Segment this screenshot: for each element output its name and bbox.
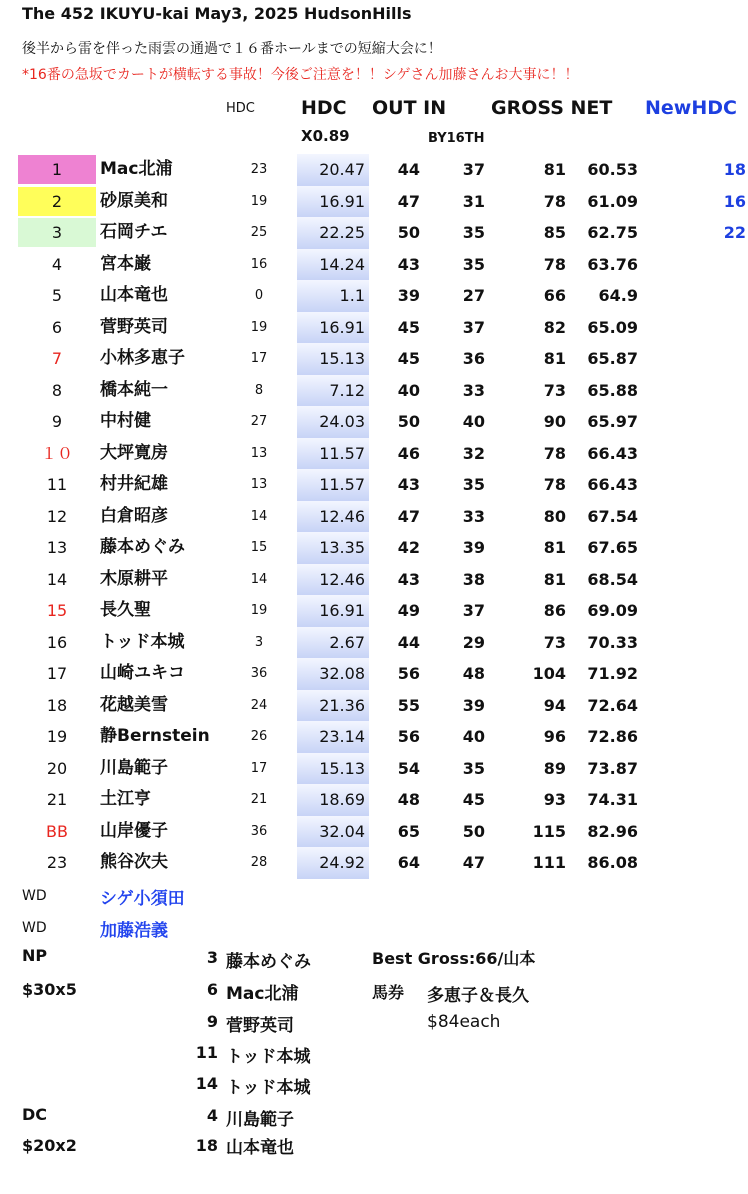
new-hdc-cell: 22 bbox=[723, 223, 746, 242]
out-score-cell: 40 bbox=[397, 380, 420, 400]
hdc-cell: 17 bbox=[250, 760, 268, 776]
header-gross-net: GROSS NET bbox=[491, 97, 613, 119]
new-hdc-cell bbox=[700, 532, 746, 564]
gross-score-cell: 111 bbox=[532, 853, 566, 872]
net-score-cell: 72.64 bbox=[587, 695, 638, 715]
new-hdc-cell bbox=[700, 438, 746, 470]
out-score-cell: 50 bbox=[397, 412, 420, 431]
player-name: 土江亨 bbox=[100, 789, 151, 809]
adjusted-hdc-cell: 23.14 bbox=[297, 721, 369, 753]
player-name: トッド本城 bbox=[100, 631, 185, 652]
dc-hole: 18 bbox=[195, 1136, 218, 1155]
net-score-cell: 67.54 bbox=[587, 506, 638, 526]
out-score-cell: 45 bbox=[397, 317, 420, 337]
dc-winner: 山本竜也 bbox=[226, 1138, 294, 1158]
new-hdc-cell bbox=[700, 564, 746, 596]
header-hdc-small: HDC bbox=[226, 101, 255, 116]
baken-label: 馬券 bbox=[372, 983, 405, 1002]
rank-cell: 11 bbox=[46, 475, 68, 494]
player-name: Mac北浦 bbox=[100, 159, 173, 179]
out-score-cell: 47 bbox=[397, 191, 420, 211]
np-winner: 藤本めぐみ bbox=[226, 952, 311, 972]
player-name: 大坪寛房 bbox=[100, 442, 168, 463]
wd-label: WD bbox=[22, 920, 47, 936]
out-score-cell: 56 bbox=[397, 664, 420, 683]
table-row bbox=[0, 249, 748, 281]
hdc-cell: 21 bbox=[250, 792, 268, 807]
hdc-cell: 14 bbox=[250, 508, 268, 524]
rank-cell: 6 bbox=[51, 317, 63, 337]
new-hdc-cell bbox=[700, 501, 746, 533]
out-score-cell: 43 bbox=[397, 254, 420, 274]
in-score-cell: 36 bbox=[462, 349, 485, 368]
hdc-cell: 15 bbox=[250, 540, 268, 555]
out-score-cell: 56 bbox=[397, 727, 420, 746]
dc-prize: $20x2 bbox=[22, 1136, 77, 1155]
out-score-cell: 65 bbox=[397, 821, 420, 841]
np-hole: 11 bbox=[195, 1043, 218, 1062]
table-row bbox=[0, 627, 748, 659]
out-score-cell: 55 bbox=[397, 695, 420, 715]
net-score-cell: 63.76 bbox=[587, 254, 638, 274]
header-hdc-factor: X0.89 bbox=[301, 127, 350, 145]
accident-notice: *16番の急坂でカートが横転する事故！今後ご注意を！！シゲさん加藤さんお大事に！！ bbox=[22, 67, 579, 83]
in-score-cell: 35 bbox=[462, 254, 485, 274]
out-score-cell: 42 bbox=[397, 538, 420, 557]
hdc-cell: 0 bbox=[254, 288, 264, 303]
rank-cell: 14 bbox=[46, 569, 68, 589]
gross-score-cell: 78 bbox=[543, 475, 566, 494]
adjusted-hdc-cell: 15.13 bbox=[297, 343, 369, 375]
adjusted-hdc-cell: 16.91 bbox=[297, 186, 369, 218]
new-hdc-cell: 16 bbox=[723, 191, 746, 211]
adjusted-hdc-cell: 32.04 bbox=[297, 816, 369, 848]
table-row bbox=[0, 847, 748, 879]
adjusted-hdc-cell: 21.36 bbox=[297, 690, 369, 722]
rank-cell: 18 bbox=[46, 695, 68, 715]
adjusted-hdc-cell: 12.46 bbox=[297, 564, 369, 596]
out-score-cell: 54 bbox=[397, 758, 420, 778]
player-name: 砂原美和 bbox=[100, 190, 168, 211]
in-score-cell: 40 bbox=[462, 412, 485, 431]
rank-cell: BB bbox=[46, 821, 68, 841]
in-score-cell: 32 bbox=[462, 443, 485, 463]
out-score-cell: 43 bbox=[397, 569, 420, 589]
gross-score-cell: 115 bbox=[532, 821, 566, 841]
gross-score-cell: 81 bbox=[543, 569, 566, 589]
gross-score-cell: 81 bbox=[543, 349, 566, 368]
gross-score-cell: 96 bbox=[543, 727, 566, 746]
np-prize: $30x5 bbox=[22, 980, 77, 999]
page-title: The 452 IKUYU-kai May3, 2025 HudsonHills bbox=[22, 4, 412, 23]
table-row bbox=[0, 280, 748, 312]
new-hdc-cell bbox=[700, 469, 746, 501]
gross-score-cell: 86 bbox=[543, 601, 566, 620]
rank-cell: 5 bbox=[51, 286, 63, 305]
in-score-cell: 27 bbox=[462, 286, 485, 305]
rank-cell: 4 bbox=[51, 254, 63, 274]
gross-score-cell: 73 bbox=[543, 380, 566, 400]
header-hdc: HDC bbox=[301, 97, 347, 119]
gross-score-cell: 94 bbox=[543, 695, 566, 715]
adjusted-hdc-cell: 24.03 bbox=[297, 406, 369, 438]
new-hdc-cell bbox=[700, 721, 746, 753]
net-score-cell: 62.75 bbox=[587, 223, 638, 242]
net-score-cell: 86.08 bbox=[587, 853, 638, 872]
adjusted-hdc-cell: 12.46 bbox=[297, 501, 369, 533]
table-row bbox=[0, 217, 748, 249]
in-score-cell: 35 bbox=[462, 223, 485, 242]
new-hdc-cell bbox=[700, 312, 746, 344]
table-row bbox=[0, 343, 748, 375]
new-hdc-cell: 18 bbox=[723, 160, 746, 179]
adjusted-hdc-cell: 7.12 bbox=[297, 375, 369, 407]
new-hdc-cell bbox=[700, 406, 746, 438]
gross-score-cell: 73 bbox=[543, 632, 566, 652]
rank-cell: 16 bbox=[46, 632, 68, 652]
adjusted-hdc-cell: 20.47 bbox=[297, 154, 369, 186]
new-hdc-cell bbox=[700, 375, 746, 407]
out-score-cell: 47 bbox=[397, 506, 420, 526]
new-hdc-cell bbox=[700, 249, 746, 281]
player-name: 山本竜也 bbox=[100, 285, 168, 305]
in-score-cell: 35 bbox=[462, 758, 485, 778]
out-score-cell: 64 bbox=[397, 853, 420, 872]
hdc-cell: 36 bbox=[250, 666, 268, 681]
rank-cell: 21 bbox=[46, 790, 68, 809]
gross-score-cell: 93 bbox=[543, 790, 566, 809]
rank-cell: 13 bbox=[46, 538, 68, 557]
gross-score-cell: 89 bbox=[543, 758, 566, 778]
table-row bbox=[0, 312, 748, 344]
rank-cell: 9 bbox=[51, 412, 63, 431]
gross-score-cell: 78 bbox=[543, 443, 566, 463]
rank-cell: 23 bbox=[46, 853, 68, 872]
wd-name: シゲ小須田 bbox=[100, 889, 185, 909]
hdc-cell: 13 bbox=[250, 477, 268, 492]
out-score-cell: 50 bbox=[397, 223, 420, 242]
hdc-cell: 25 bbox=[250, 225, 268, 240]
adjusted-hdc-cell: 2.67 bbox=[297, 627, 369, 659]
rank-cell: 7 bbox=[51, 349, 63, 368]
player-name: 宮本巌 bbox=[100, 253, 151, 274]
new-hdc-cell bbox=[700, 753, 746, 785]
net-score-cell: 72.86 bbox=[587, 727, 638, 746]
np-winner: トッド本城 bbox=[226, 1078, 311, 1098]
baken-payout: $84each bbox=[427, 1012, 501, 1032]
table-row bbox=[0, 532, 748, 564]
out-score-cell: 49 bbox=[397, 601, 420, 620]
table-row bbox=[0, 658, 748, 690]
gross-score-cell: 78 bbox=[543, 254, 566, 274]
in-score-cell: 48 bbox=[462, 664, 485, 683]
table-row bbox=[0, 690, 748, 722]
new-hdc-cell bbox=[700, 784, 746, 816]
baken-names: 多恵子＆長久 bbox=[427, 986, 529, 1006]
table-row bbox=[0, 564, 748, 596]
adjusted-hdc-cell: 18.69 bbox=[297, 784, 369, 816]
table-row bbox=[0, 595, 748, 627]
net-score-cell: 65.09 bbox=[587, 317, 638, 337]
gross-score-cell: 85 bbox=[543, 223, 566, 242]
net-score-cell: 61.09 bbox=[587, 191, 638, 211]
net-score-cell: 65.97 bbox=[587, 412, 638, 431]
np-winner: Mac北浦 bbox=[226, 984, 299, 1004]
player-name: 木原耕平 bbox=[100, 568, 168, 589]
player-name: 熊谷次夫 bbox=[100, 852, 168, 872]
out-score-cell: 43 bbox=[397, 475, 420, 494]
table-row bbox=[0, 186, 748, 218]
gross-score-cell: 66 bbox=[543, 286, 566, 305]
rank-cell: 17 bbox=[46, 664, 68, 683]
new-hdc-cell bbox=[700, 658, 746, 690]
player-name: 花越美雪 bbox=[100, 694, 168, 715]
in-score-cell: 35 bbox=[462, 475, 485, 494]
hdc-cell: 16 bbox=[250, 256, 268, 272]
adjusted-hdc-cell: 16.91 bbox=[297, 312, 369, 344]
in-score-cell: 37 bbox=[462, 601, 485, 620]
rank-cell: １０ bbox=[40, 443, 73, 463]
out-score-cell: 39 bbox=[397, 286, 420, 305]
header-new-hdc: NewHDC bbox=[645, 97, 737, 119]
in-score-cell: 39 bbox=[462, 695, 485, 715]
player-name: 山崎ユキコ bbox=[100, 663, 185, 683]
subtitle: 後半から雷を伴った雨雲の通過で１６番ホールまでの短縮大会に！ bbox=[22, 41, 442, 57]
in-score-cell: 47 bbox=[462, 853, 485, 872]
net-score-cell: 65.87 bbox=[587, 349, 638, 368]
in-score-cell: 39 bbox=[462, 538, 485, 557]
hdc-cell: 26 bbox=[250, 729, 268, 744]
new-hdc-cell bbox=[700, 847, 746, 879]
adjusted-hdc-cell: 11.57 bbox=[297, 438, 369, 470]
hdc-cell: 28 bbox=[250, 855, 268, 870]
hdc-cell: 19 bbox=[250, 603, 268, 618]
hdc-cell: 24 bbox=[250, 697, 268, 713]
np-winner: トッド本城 bbox=[226, 1047, 311, 1067]
adjusted-hdc-cell: 1.1 bbox=[297, 280, 369, 312]
best-gross: Best Gross:66/山本 bbox=[372, 949, 536, 968]
new-hdc-cell bbox=[700, 690, 746, 722]
player-name: 川島範子 bbox=[100, 757, 168, 778]
new-hdc-cell bbox=[700, 627, 746, 659]
net-score-cell: 70.33 bbox=[587, 632, 638, 652]
adjusted-hdc-cell: 14.24 bbox=[297, 249, 369, 281]
in-score-cell: 33 bbox=[462, 380, 485, 400]
rank-cell: 12 bbox=[46, 506, 68, 526]
in-score-cell: 33 bbox=[462, 506, 485, 526]
in-score-cell: 37 bbox=[462, 160, 485, 179]
new-hdc-cell bbox=[700, 816, 746, 848]
out-score-cell: 44 bbox=[397, 160, 420, 179]
np-hole: 6 bbox=[206, 980, 218, 999]
adjusted-hdc-cell: 15.13 bbox=[297, 753, 369, 785]
player-name: 村井紀雄 bbox=[100, 474, 168, 494]
hdc-cell: 19 bbox=[250, 193, 268, 209]
net-score-cell: 67.65 bbox=[587, 538, 638, 557]
hdc-cell: 8 bbox=[254, 382, 264, 398]
player-name: 中村健 bbox=[100, 411, 151, 431]
table-row bbox=[0, 816, 748, 848]
in-score-cell: 50 bbox=[462, 821, 485, 841]
rank-cell: 20 bbox=[46, 758, 68, 778]
new-hdc-cell bbox=[700, 343, 746, 375]
table-row bbox=[0, 375, 748, 407]
net-score-cell: 60.53 bbox=[587, 160, 638, 179]
table-row bbox=[0, 154, 748, 186]
hdc-cell: 19 bbox=[250, 319, 268, 335]
wd-name: 加藤浩義 bbox=[100, 921, 168, 941]
net-score-cell: 64.9 bbox=[598, 286, 638, 305]
net-score-cell: 68.54 bbox=[587, 569, 638, 589]
new-hdc-cell bbox=[700, 280, 746, 312]
rank-cell: 19 bbox=[46, 727, 68, 746]
header-by16th: BY16TH bbox=[428, 131, 485, 146]
adjusted-hdc-cell: 16.91 bbox=[297, 595, 369, 627]
hdc-cell: 27 bbox=[250, 414, 268, 429]
out-score-cell: 44 bbox=[397, 632, 420, 652]
net-score-cell: 65.88 bbox=[587, 380, 638, 400]
player-name: 長久聖 bbox=[100, 600, 151, 620]
player-name: 小林多恵子 bbox=[100, 348, 185, 368]
np-label: NP bbox=[22, 946, 48, 965]
adjusted-hdc-cell: 32.08 bbox=[297, 658, 369, 690]
adjusted-hdc-cell: 11.57 bbox=[297, 469, 369, 501]
wd-label: WD bbox=[22, 888, 47, 904]
np-hole: 3 bbox=[206, 948, 218, 967]
player-name: 静Bernstein bbox=[100, 726, 210, 746]
table-row bbox=[0, 721, 748, 753]
new-hdc-cell bbox=[700, 595, 746, 627]
net-score-cell: 66.43 bbox=[587, 475, 638, 494]
player-name: 藤本めぐみ bbox=[100, 537, 185, 557]
net-score-cell: 69.09 bbox=[587, 601, 638, 620]
adjusted-hdc-cell: 24.92 bbox=[297, 847, 369, 879]
adjusted-hdc-cell: 13.35 bbox=[297, 532, 369, 564]
in-score-cell: 45 bbox=[462, 790, 485, 809]
hdc-cell: 23 bbox=[250, 162, 268, 177]
net-score-cell: 74.31 bbox=[587, 790, 638, 809]
in-score-cell: 40 bbox=[462, 727, 485, 746]
np-winner: 菅野英司 bbox=[226, 1016, 294, 1036]
rank-cell: 3 bbox=[18, 218, 96, 247]
header-out-in: OUT IN bbox=[372, 97, 447, 119]
table-row bbox=[0, 406, 748, 438]
out-score-cell: 46 bbox=[397, 443, 420, 463]
rank-cell: 15 bbox=[46, 601, 68, 620]
in-score-cell: 29 bbox=[462, 632, 485, 652]
hdc-cell: 36 bbox=[250, 823, 268, 839]
player-name: 菅野英司 bbox=[100, 316, 168, 337]
net-score-cell: 82.96 bbox=[587, 821, 638, 841]
hdc-cell: 13 bbox=[250, 445, 268, 461]
out-score-cell: 48 bbox=[397, 790, 420, 809]
gross-score-cell: 80 bbox=[543, 506, 566, 526]
hdc-cell: 17 bbox=[250, 351, 268, 366]
player-name: 山岸優子 bbox=[100, 820, 168, 841]
in-score-cell: 37 bbox=[462, 317, 485, 337]
gross-score-cell: 78 bbox=[543, 191, 566, 211]
net-score-cell: 71.92 bbox=[587, 664, 638, 683]
dc-label: DC bbox=[22, 1105, 48, 1124]
out-score-cell: 45 bbox=[397, 349, 420, 368]
net-score-cell: 66.43 bbox=[587, 443, 638, 463]
gross-score-cell: 82 bbox=[543, 317, 566, 337]
gross-score-cell: 104 bbox=[532, 664, 566, 683]
net-score-cell: 73.87 bbox=[587, 758, 638, 778]
player-name: 白倉昭彦 bbox=[100, 505, 168, 526]
hdc-cell: 14 bbox=[250, 571, 268, 587]
rank-cell: 8 bbox=[51, 380, 63, 400]
player-name: 石岡チエ bbox=[100, 222, 168, 242]
gross-score-cell: 81 bbox=[543, 538, 566, 557]
table-row bbox=[0, 501, 748, 533]
table-row bbox=[0, 438, 748, 470]
table-row bbox=[0, 469, 748, 501]
hdc-cell: 3 bbox=[254, 634, 264, 650]
in-score-cell: 31 bbox=[462, 191, 485, 211]
rank-cell: 1 bbox=[18, 155, 96, 184]
player-name: 橋本純一 bbox=[100, 379, 168, 400]
in-score-cell: 38 bbox=[462, 569, 485, 589]
table-row bbox=[0, 784, 748, 816]
table-row bbox=[0, 753, 748, 785]
adjusted-hdc-cell: 22.25 bbox=[297, 217, 369, 249]
rank-cell: 2 bbox=[18, 187, 96, 216]
dc-winner: 川島範子 bbox=[226, 1110, 294, 1130]
dc-hole: 4 bbox=[206, 1106, 218, 1125]
np-hole: 9 bbox=[206, 1012, 218, 1031]
np-hole: 14 bbox=[195, 1074, 218, 1093]
gross-score-cell: 81 bbox=[543, 160, 566, 179]
gross-score-cell: 90 bbox=[543, 412, 566, 431]
